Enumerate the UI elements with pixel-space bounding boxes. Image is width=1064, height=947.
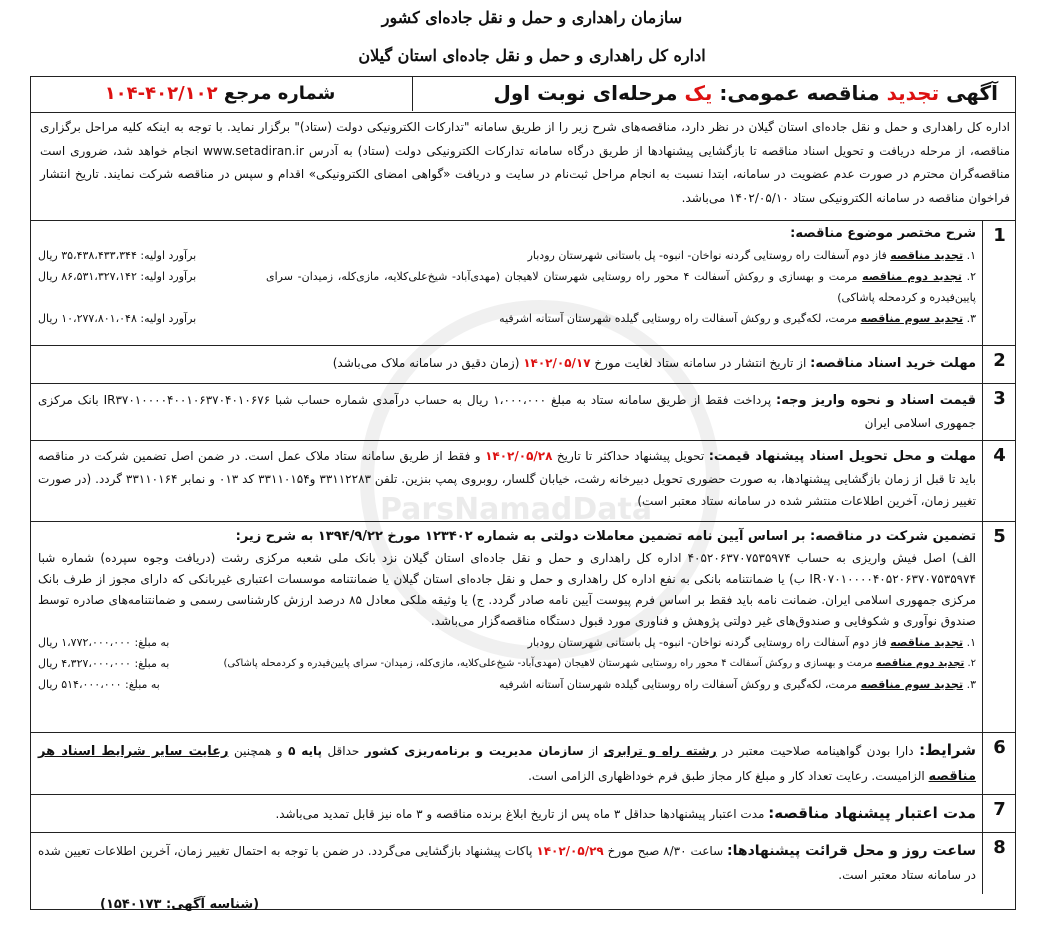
item-amount: به مبلغ: ۴،۳۲۷،۰۰۰،۰۰۰ ریال [38,657,170,670]
title-red-2: یک [684,81,713,105]
section-body: ساعت روز و محل قرائت پیشنهادها: ساعت ۸/۳۰ صبح مورخ ۱۴۰۲/۰۵/۲۹ پاکات پیشنهاد بازگشایی می‌گردد. در ضمن با توجه به احتمال تغییر زمان، آخرین اطلاعات تعیین شده در سامانه ستاد معتبر است. [38,843,976,882]
guarantee-text: الف) اصل فیش واریزی به حساب ۴۰۵۲۰۶۳۷۰۷۵۳۵۹۷۴ اداره کل راهداری و حمل و نقل جاده‌ای استان گیلان نزد بانک ملی شعبه مرکزی رشت (دریافت وجوه سپرده) شماره شبا IR۰۷۰۱۰۰۰۰۴۰۵۲۰۶۳۷۰۷۵۳۵۹۷۴ ب) یا ضمانتنامه بانکی به نفع اداره کل راهداری و حمل و نقل جاده‌ای استان گیلان یا ضمانتنامه موسسات اعتباری غیربانکی که دارای مجوز از طرف بانک مرکزی جمهوری اسلامی ایران. ضمانت نامه باید فقط بر اساس فرم پیوست آیین نامه صادر گردد. ج) یا وثیقه ملکی معادل ۸۵ درصد ارزش کارشناسی رسمی و ضمانتنامه‌های صادره توسط صندوق نوآوری و شکوفایی و صندوق‌های غیر دولتی پژوهش و فناوری مورد قبول دستگاه مناقصه‌گزار می‌باشد. [38,551,977,628]
notice-id: (شناسه آگهی: ۱۵۴۰۱۷۳) [100,897,260,912]
section-body: قیمت اسناد و نحوه واریز وجه: پرداخت فقط از طریق سامانه ستاد به مبلغ ۱،۰۰۰،۰۰۰ ریال به حساب درآمدی شماره حساب شبا IR۳۷۰۱۰۰۰۰۴۰۰۱۰۶۳۷۰۴۰۱۰۶۷۶ بانک مرکزی جمهوری اسلامی ایران [38,393,977,430]
title-text-2: مناقصه عمومی: [712,81,887,105]
section-label: مدت اعتبار پیشنهاد مناقصه: [768,804,976,822]
intro-paragraph: اداره کل راهداری و حمل و نقل جاده‌ای استان گیلان در نظر دارد، مناقصه‌های شرح زیر را از طریق سامانه "تدارکات الکترونیکی دولت (ستاد)" برگزار نماید. با توجه به اینکه کلیه مراحل برگزاری مناقصه، از مرحله دریافت و تحویل اسناد مناقصه تا بازگشایی پیشنهادها از طریق درگاه سامانه تدارکات الکترونیکی دولت (ستاد) به آدرس www.setadiran.ir انجام خواهد شد، ضروری است مناقصه‌گران محترم در صورت عدم عضویت در سامانه، ابتدا نسبت به انجام مراحل ثبت‌نام در سایت و دریافت «گواهی امضای الکترونیکی» اقدام و سپس در مناقصه شرکت نمایند. تاریخ انتشار فراخوان مناقصه در سامانه الکترونیکی ستاد ۱۴۰۲/۰۵/۱۰ می‌باشد. [40,120,1010,205]
section-body: شرایط: دارا بودن گواهینامه صلاحیت معتبر در رشته راه و ترابری از سازمان مدیریت و برنامه‌ریزی کشور حداقل پایه ۵ و همچنین رعایت سایر شرایط اسناد هر مناقصه الزامیست. رعایت تعداد کار و مبلغ کار مجاز طبق فرم خوداظهاری الزامی است. [38,741,976,784]
ref-value: ۴۰۲/۱۰۲-۱۰۴ [104,83,218,104]
section-8 [30,832,1016,894]
section-label: شرح مختصر موضوع مناقصه: [790,226,976,241]
org-header: سازمان راهداری و حمل و نقل جاده‌ای کشور [381,8,683,27]
item-amount: برآورد اولیه: ۸۶،۵۳۱،۳۲۷،۱۴۲ ریال [38,270,197,283]
list-item: ۳. تجدید سوم مناقصه مرمت، لکه‌گیری و روکش آسفالت راه روستایی گیلده شهرستان آستانه اشرفیه به مبلغ: ۵۱۴،۰۰۰،۰۰۰ ریال [38,674,976,695]
item-amount: برآورد اولیه: ۱۰،۲۷۷،۸۰۱،۰۴۸ ریال [38,312,197,325]
reference-number [30,76,410,111]
section-label: تضمین شرکت در مناقصه: بر اساس آیین نامه تضمین معاملات دولتی به شماره ۱۲۳۴۰۲ مورخ ۱۳۹۴/۹/۲۲ به شرح زیر: [235,529,976,544]
dept-header: اداره کل راهداری و حمل و نقل جاده‌ای استان گیلان [358,46,706,65]
title-bar [30,76,1016,113]
item-amount: به مبلغ: ۵۱۴،۰۰۰،۰۰۰ ریال [38,678,160,691]
watermark-text: ParsNamadData [380,492,653,527]
section-4 [30,440,1016,521]
section-5 [30,521,1016,732]
section-label: ساعت روز و محل قرائت پیشنهادها: [727,843,976,859]
section-1 [30,220,1016,345]
list-item: ۱. تجدید مناقصه فاز دوم آسفالت راه روستایی گردنه نواخان- انبوه- پل باستانی شهرستان رودبار به مبلغ: ۱،۷۷۲،۰۰۰،۰۰۰ ریال [38,632,976,653]
section-6 [30,732,1016,794]
item-amount: برآورد اولیه: ۳۵،۴۳۸،۴۳۳،۳۴۴ ریال [38,249,197,262]
section-number: 1 [982,221,1016,345]
section-label: قیمت اسناد و نحوه واریز وجه: [776,393,977,408]
section-body: مدت اعتبار پیشنهاد مناقصه: مدت اعتبار پیشنهادها حداقل ۳ ماه پس از تاریخ ابلاغ برنده مناقصه و ۳ ماه نیز قابل تمدید می‌باشد. [275,804,976,822]
list-item: ۲. تجدید دوم مناقصه مرمت و بهسازی و روکش آسفالت ۴ محور راه روستایی شهرستان لاهیجان (مهدی‌آباد- شیخ‌علی‌کلایه، مازی‌کله، زمیدان- سرای پایین‌فیدره و کردمحله پاشاکی) به مبلغ: ۴،۳۲۷،۰۰۰،۰۰۰ ریال [38,653,976,674]
section-number: 4 [982,441,1016,521]
ref-label: شماره مرجع [217,83,336,104]
section-2 [30,345,1016,383]
section-label: شرایط: [919,741,976,759]
title-text-3: مرحله‌ای نوبت اول [493,81,685,105]
title-red-1: تجدید [886,81,940,105]
section-number: 7 [982,795,1016,832]
section-number: 5 [982,522,1016,732]
section-number: 8 [982,833,1016,894]
section-number: 6 [982,733,1016,794]
section-body [38,526,976,695]
list-item: ۲. تجدید دوم مناقصه مرمت و بهسازی و روکش آسفالت ۴ محور راه روستایی شهرستان لاهیجان (مهدی‌آباد- شیخ‌علی‌کلایه، مازی‌کله، زمیدان- سرای پایین‌فیدره و کردمحله پاشاکی) برآورد اولیه: ۸۶،۵۳۱،۳۲۷،۱۴۲ ریال [38,266,976,308]
title-text-1: آگهی [939,81,998,105]
section-number: 2 [982,346,1016,383]
section-3 [30,383,1016,440]
section-label: مهلت و محل تحویل اسناد پیشنهاد قیمت: [708,449,976,464]
list-item: ۳. تجدید سوم مناقصه مرمت، لکه‌گیری و روکش آسفالت راه روستایی گیلده شهرستان آستانه اشرفیه برآورد اولیه: ۱۰،۲۷۷،۸۰۱،۰۴۸ ریال [38,308,976,329]
section-body: مهلت و محل تحویل اسناد پیشنهاد قیمت: تحویل پیشنهاد حداکثر تا تاریخ ۱۴۰۲/۰۵/۲۸ و فقط از طریق سامانه ستاد ملاک عمل است. در ضمن اصل تضمین شرکت در مناقصه باید تا قبل از زمان بازگشایی پیشنهادها، به صورت حضوری تحویل دبیرخانه رشت، خیابان گلسار، روبروی پمپ بنزین. تلفن ۳۳۱۱۲۲۸۳ و۳۳۱۱۰۱۵۴ کد ۰۱۳ و نمابر ۳۳۱۱۰۱۶۴ گردد. (در صورت تغییر زمان، آخرین اطلاعات منتشر شده در سامانه ستاد معتبر است) [38,449,977,508]
section-label: مهلت خرید اسناد مناقصه: [810,356,976,371]
notice-title [412,76,1016,111]
section-body [38,223,976,329]
list-item: ۱. تجدید مناقصه فاز دوم آسفالت راه روستایی گردنه نواخان- انبوه- پل باستانی شهرستان رودبار برآورد اولیه: ۳۵،۴۳۸،۴۳۳،۳۴۴ ریال [38,245,976,266]
section-7 [30,794,1016,832]
item-amount: به مبلغ: ۱،۷۷۲،۰۰۰،۰۰۰ ریال [38,636,170,649]
section-number: 3 [982,384,1016,440]
section-body: مهلت خرید اسناد مناقصه: از تاریخ انتشار در سامانه ستاد لغایت مورخ ۱۴۰۲/۰۵/۱۷ (زمان دقیق در سامانه ملاک می‌باشد) [332,356,976,371]
